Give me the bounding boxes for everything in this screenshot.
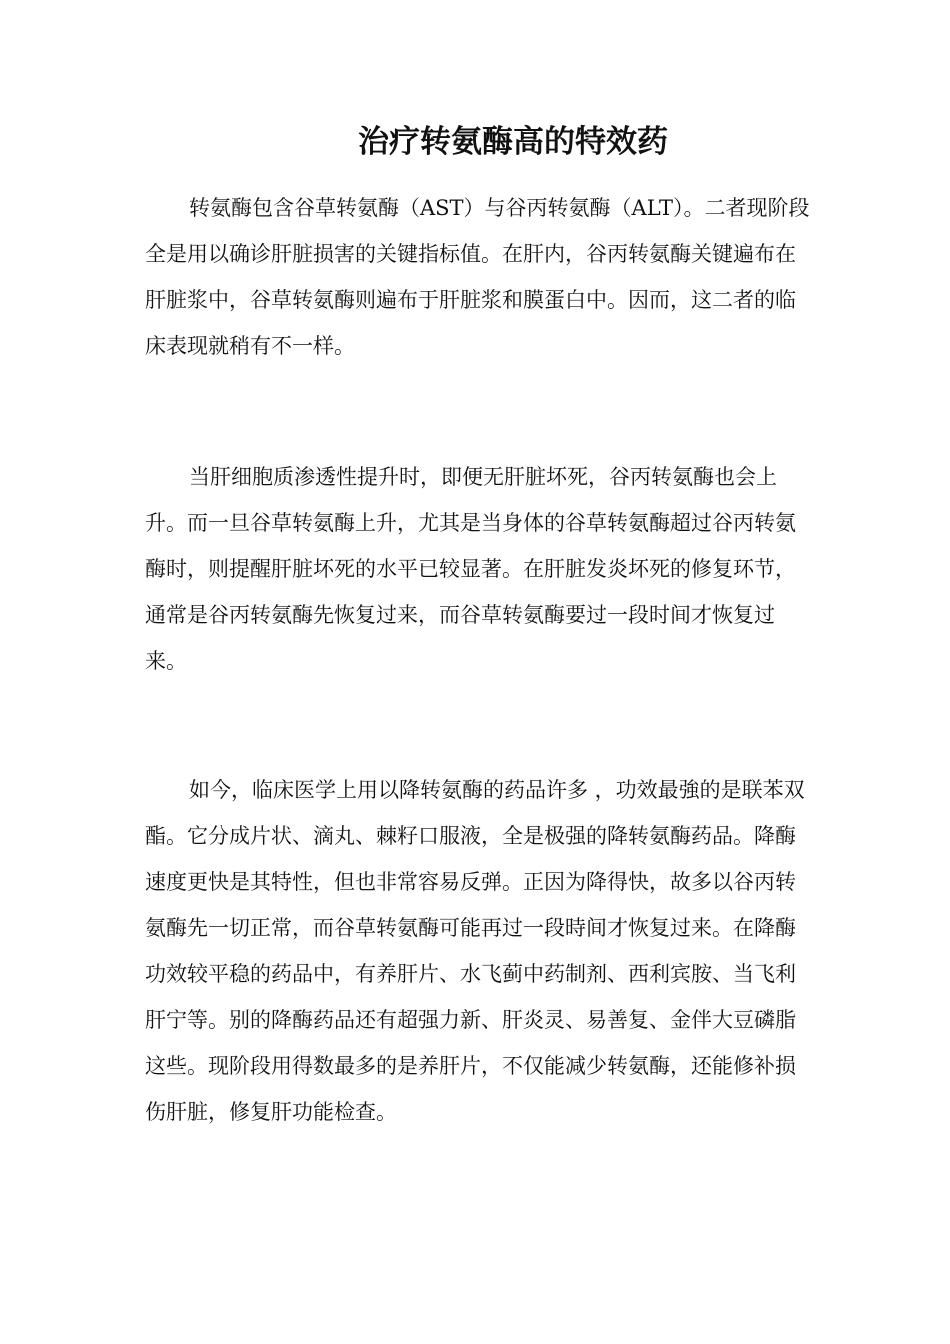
paragraph-3: 如今，临床医学上用以降转氨酶的药品许多 ，功效最強的是联苯双酯。它分成片状、滴丸、棘籽口服液，全是极强的降转氨酶药品。降酶速度更快是其特性，但也非常容易反弹。正因为降得快，故多以谷丙转氨酶先一切正常，而谷草转氨酶可能再过一段時间才恢复过来。在降酶功效较平稳的药品中，有养肝片、水飞蓟中药制剂、西利宾胺、当飞利肝宁等。别的降酶药品还有超强力新、肝炎灵、易善复、金伴大豆磷脂这些。现阶段用得数最多的是养肝片，不仅能减少转氨酶，还能修补损伤肝脏，修复肝功能检查。 bbox=[145, 778, 805, 1124]
document-title: 治疗转氨酶高的特效药 bbox=[358, 124, 668, 160]
paragraph-1: 转氨酶包含谷草转氨酶（AST）与谷丙转氨酶（ALT）。二者现阶段全是用以确诊肝脏损害的关键指标值。在肝内，谷丙转氨酶关键遍布在肝脏浆中，谷草转氨酶则遍布于肝脏浆和膜蛋白中。因而，这二者的临床表现就稍有不一样。 bbox=[145, 196, 810, 358]
paragraph-2: 当肝细胞质渗透性提升时，即便无肝脏坏死，谷丙转氨酶也会上升。而一旦谷草转氨酶上升，尤其是当身体的谷草转氨酶超过谷丙转氨酶时，则提醒肝脏坏死的水平已较显著。在肝脏发炎坏死的修复环节，通常是谷丙转氨酶先恢复过来，而谷草转氨酶要过一段时间才恢复过来。 bbox=[145, 465, 796, 673]
